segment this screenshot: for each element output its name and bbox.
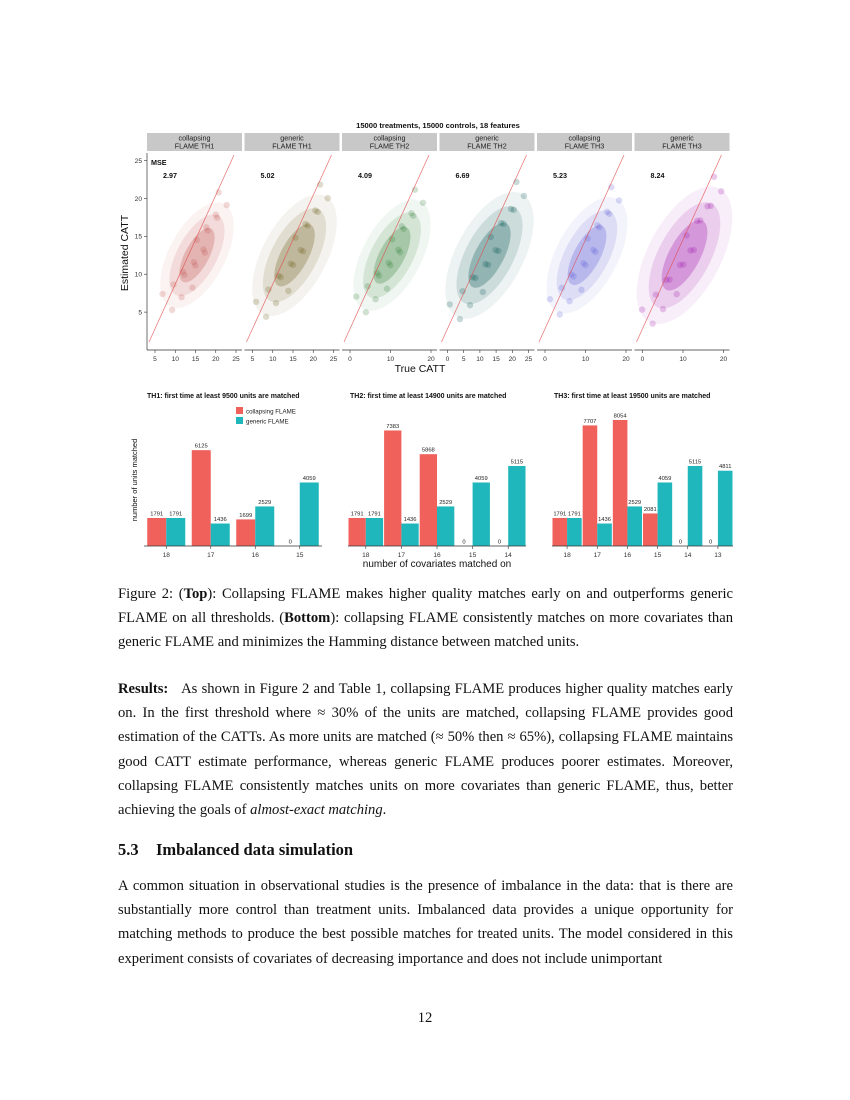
x-tick-label: 0 bbox=[640, 356, 645, 363]
x-tick-label: 25 bbox=[329, 356, 338, 363]
mse-value-3: 4.09 bbox=[358, 171, 372, 180]
bar-value-label: 1791 bbox=[553, 511, 567, 518]
y-tick-label: 15 bbox=[134, 233, 142, 241]
x-tick-label: 25 bbox=[524, 356, 533, 363]
scatter-point bbox=[400, 226, 406, 232]
x-tick-label: 10 bbox=[269, 356, 277, 363]
x-tick-label: 0 bbox=[348, 356, 352, 363]
bar-value-label: 0 bbox=[497, 539, 502, 546]
scatter-point bbox=[557, 311, 563, 317]
caption-bottom-text: ): collapsing FLAME consistently matches on more covariates than generic FLAME and minimizes the Hamming distance between matched units. bbox=[118, 610, 733, 650]
bar-generic bbox=[597, 524, 612, 546]
scatter-point bbox=[214, 215, 220, 221]
x-tick-label: 15 bbox=[191, 356, 200, 363]
scatter-point bbox=[315, 209, 321, 215]
legend-label-collapsing: collapsing FLAME bbox=[246, 408, 296, 416]
bar-y-label: number of units matched bbox=[130, 438, 139, 522]
scatter-point bbox=[683, 232, 689, 238]
scatter-point bbox=[666, 276, 672, 282]
x-tick-label: 20 bbox=[622, 356, 630, 363]
scatter-point bbox=[376, 273, 382, 279]
bar-generic bbox=[567, 518, 582, 546]
scatter-point bbox=[472, 275, 478, 281]
caption-prefix: Figure 2: ( bbox=[118, 586, 184, 602]
bar-generic bbox=[508, 466, 525, 546]
x-tick-label: 20 bbox=[427, 356, 435, 363]
x-tick-label: 0 bbox=[543, 356, 547, 363]
panel-header-line1: generic bbox=[670, 133, 694, 143]
section-number: 5.3 bbox=[118, 840, 139, 859]
scatter-title: 15000 treatments, 15000 controls, 18 features bbox=[356, 121, 520, 130]
section-heading bbox=[118, 840, 353, 860]
bar-value-label: 1436 bbox=[403, 517, 417, 524]
scatter-point bbox=[412, 187, 418, 193]
bar-value-label: 5115 bbox=[510, 459, 524, 466]
bar-value-label: 2081 bbox=[643, 506, 657, 513]
imbalanced-paragraph: A common situation in observational studies is the presence of imbalance in the data: that is there are substantially more control than treatment units. Imbalanced data provides a unique opportunity for matching methods to produce the best possible matches for treated units. The model considered in this experiment consists of covariates of decreasing importance and does not include unimportant bbox=[118, 878, 733, 967]
mse-value-5: 5.23 bbox=[553, 171, 567, 180]
scatter-point bbox=[387, 262, 393, 268]
caption-top-text: ): Collapsing FLAME makes higher quality matches early on and outperforms generic FLAME on all thresholds. ( bbox=[118, 586, 733, 626]
scatter-point bbox=[592, 249, 598, 255]
scatter-point bbox=[372, 296, 378, 302]
scatter-point bbox=[169, 307, 175, 313]
results-end: . bbox=[382, 802, 387, 819]
scatter-point bbox=[660, 306, 666, 312]
x-tick-label: 5 bbox=[250, 356, 255, 363]
bar-value-label: 2529 bbox=[439, 499, 453, 506]
bar-value-label: 6125 bbox=[194, 443, 208, 450]
scatter-point bbox=[708, 203, 714, 209]
bar-collapsing bbox=[147, 518, 166, 546]
scatter-point bbox=[570, 273, 576, 279]
scatter-point bbox=[467, 302, 473, 308]
figure-2-graphic bbox=[110, 115, 740, 585]
panel-header-line2: FLAME TH1 bbox=[174, 141, 215, 151]
bar-value-label: 7383 bbox=[386, 423, 400, 430]
scatter-point bbox=[447, 301, 453, 307]
scatter-point bbox=[639, 306, 645, 312]
bar-category-label: 13 bbox=[714, 552, 722, 559]
bar-value-label: 1791 bbox=[350, 511, 364, 518]
bar-generic bbox=[166, 518, 185, 546]
bar-generic bbox=[300, 482, 319, 546]
bar-chart-title-2: TH2: first time at least 14900 units are matched bbox=[350, 393, 507, 400]
x-tick-label: 20 bbox=[508, 356, 516, 363]
scatter-point bbox=[224, 202, 230, 208]
scatter-point bbox=[263, 314, 269, 320]
bar-x-label: number of covariates matched on bbox=[362, 559, 512, 570]
bar-value-label: 5115 bbox=[688, 459, 702, 466]
caption-top-bold: Top bbox=[183, 586, 208, 602]
mse-value-4: 6.69 bbox=[455, 171, 470, 180]
scatter-x-label: True CATT bbox=[394, 363, 446, 375]
scatter-point bbox=[691, 247, 697, 253]
x-tick-label: 10 bbox=[386, 356, 395, 363]
bar-value-label: 1436 bbox=[598, 517, 611, 524]
scatter-point bbox=[189, 284, 195, 290]
bar-generic bbox=[627, 506, 642, 546]
mse-label: MSE bbox=[151, 158, 167, 167]
scatter-point bbox=[606, 211, 612, 217]
mse-value-6: 8.24 bbox=[650, 171, 665, 180]
results-paragraph bbox=[118, 677, 733, 822]
scatter-point bbox=[649, 320, 655, 326]
mse-value-1: 2.97 bbox=[163, 171, 177, 180]
bar-generic bbox=[718, 471, 733, 546]
bar-category-label: 17 bbox=[397, 552, 406, 559]
bar-generic bbox=[437, 506, 454, 546]
scatter-point bbox=[457, 316, 463, 322]
bar-generic bbox=[473, 482, 490, 546]
scatter-point bbox=[680, 261, 686, 267]
scatter-point bbox=[697, 217, 703, 223]
bar-collapsing bbox=[420, 454, 437, 546]
y-tick-label: 20 bbox=[134, 195, 142, 203]
figure-2 bbox=[110, 115, 740, 585]
y-tick-label: 25 bbox=[134, 157, 142, 165]
x-tick-label: 20 bbox=[309, 356, 317, 363]
panel-header-line1: collapsing bbox=[373, 133, 406, 143]
scatter-point bbox=[718, 188, 724, 194]
panel-header-line2: FLAME TH2 bbox=[467, 141, 507, 151]
scatter-point bbox=[181, 272, 187, 278]
bar-value-label: 1699 bbox=[239, 512, 253, 519]
bar-value-label: 1791 bbox=[367, 511, 381, 518]
scatter-point bbox=[397, 249, 403, 255]
x-tick-label: 5 bbox=[153, 356, 157, 363]
scatter-point bbox=[305, 222, 311, 228]
scatter-point bbox=[500, 221, 506, 227]
bar-collapsing bbox=[236, 519, 255, 546]
bar-value-label: 4059 bbox=[474, 475, 488, 482]
bar-collapsing bbox=[643, 513, 658, 546]
results-text: As shown in Figure 2 and Table 1, collapsing FLAME produces higher quality matches early on. In the first threshold where ≈ 30% of the units are matched, collapsing FLAME provides good estimation of the CATTs. As more units are matched (≈ 50% then ≈ 65%), collapsing FLAME maintains good CATT estimate performance, whereas generic FLAME produces poorer estimates. Moreover, collapsing FLAME consistently matches units on more covariates than generic FLAME, thus, better achieving the goals of bbox=[118, 681, 733, 819]
panel-header-line1: generic bbox=[280, 133, 304, 143]
scatter-point bbox=[202, 250, 208, 256]
scatter-point bbox=[410, 213, 416, 219]
bar-category-label: 16 bbox=[251, 552, 259, 559]
panel-header-line2: FLAME TH3 bbox=[564, 141, 605, 151]
x-tick-label: 20 bbox=[719, 356, 728, 363]
panel-header-line2: FLAME TH3 bbox=[662, 141, 702, 151]
bar-value-label: 0 bbox=[709, 539, 713, 546]
scatter-y-label: Estimated CATT bbox=[119, 214, 131, 292]
scatter-point bbox=[480, 289, 486, 295]
scatter-point bbox=[178, 294, 184, 300]
scatter-point bbox=[420, 200, 426, 206]
page-number: 12 bbox=[417, 1010, 433, 1026]
results-label: Results: bbox=[118, 681, 169, 697]
bar-collapsing bbox=[192, 450, 211, 546]
scatter-point bbox=[495, 248, 501, 254]
scatter-point bbox=[578, 287, 584, 293]
bar-generic bbox=[658, 482, 673, 546]
scatter-point bbox=[364, 283, 370, 289]
scatter-point bbox=[159, 291, 165, 297]
scatter-point bbox=[273, 300, 279, 306]
scatter-point bbox=[521, 193, 527, 199]
bar-value-label: 2529 bbox=[628, 499, 642, 506]
bar-category-label: 14 bbox=[684, 552, 692, 559]
x-tick-label: 10 bbox=[476, 356, 484, 363]
scatter-point bbox=[325, 195, 331, 201]
bar-category-label: 15 bbox=[296, 552, 304, 559]
bar-value-label: 7707 bbox=[583, 418, 597, 425]
section-title: Imbalanced data simulation bbox=[156, 840, 354, 859]
scatter-point bbox=[616, 197, 622, 203]
x-tick-label: 10 bbox=[679, 356, 687, 363]
scatter-point bbox=[215, 189, 221, 195]
x-tick-label: 5 bbox=[461, 356, 466, 363]
bar-collapsing bbox=[553, 518, 568, 546]
scatter-point bbox=[300, 248, 306, 254]
bar-value-label: 5868 bbox=[421, 447, 435, 454]
bar-value-label: 1791 bbox=[169, 511, 183, 518]
legend-label-generic: generic FLAME bbox=[246, 418, 289, 426]
x-tick-label: 15 bbox=[492, 356, 500, 363]
scatter-point bbox=[170, 281, 176, 287]
scatter-point bbox=[582, 262, 588, 268]
bar-value-label: 0 bbox=[288, 539, 292, 546]
scatter-point bbox=[674, 291, 680, 297]
bar-chart-title-1: TH1: first time at least 9500 units are matched bbox=[147, 393, 300, 400]
bar-generic bbox=[211, 524, 230, 546]
bar-value-label: 0 bbox=[678, 539, 683, 546]
x-tick-label: 10 bbox=[581, 356, 590, 363]
scatter-point bbox=[485, 262, 491, 268]
bar-value-label: 0 bbox=[462, 539, 466, 546]
y-tick-label: 10 bbox=[134, 271, 142, 279]
scatter-point bbox=[285, 288, 291, 294]
scatter-point bbox=[547, 296, 553, 302]
bar-chart-title-3: TH3: first time at least 19500 units are matched bbox=[554, 393, 711, 400]
bar-collapsing bbox=[349, 518, 366, 546]
panel-header-line1: collapsing bbox=[178, 133, 211, 143]
figure-caption bbox=[118, 582, 733, 654]
x-tick-label: 25 bbox=[232, 356, 240, 363]
bar-value-label: 2529 bbox=[258, 499, 272, 506]
bar-collapsing bbox=[613, 420, 628, 546]
bar-category-label: 18 bbox=[563, 552, 571, 559]
scatter-point bbox=[363, 309, 369, 315]
panel-header-line2: FLAME TH2 bbox=[369, 141, 410, 151]
bar-generic bbox=[366, 518, 383, 546]
bar-category-label: 17 bbox=[207, 552, 215, 559]
scatter-point bbox=[511, 207, 517, 213]
x-tick-label: 10 bbox=[171, 356, 179, 363]
x-tick-label: 0 bbox=[445, 356, 450, 363]
panel-header-line2: FLAME TH1 bbox=[272, 141, 312, 151]
scatter-point bbox=[290, 262, 296, 268]
bar-value-label: 4059 bbox=[302, 475, 316, 482]
bar-value-label: 8054 bbox=[613, 413, 627, 420]
x-tick-label: 15 bbox=[289, 356, 297, 363]
caption-bottom-bold: Bottom bbox=[284, 610, 331, 626]
legend-swatch-generic bbox=[236, 417, 243, 424]
scatter-point bbox=[192, 262, 198, 268]
bar-category-label: 16 bbox=[623, 552, 632, 559]
bar-collapsing bbox=[384, 430, 401, 546]
bar-generic bbox=[401, 524, 418, 546]
panel-header-line1: generic bbox=[475, 133, 499, 143]
y-tick-label: 5 bbox=[138, 309, 142, 317]
bar-value-label: 1436 bbox=[213, 517, 227, 524]
scatter-point bbox=[596, 224, 602, 230]
scatter-point bbox=[566, 298, 572, 304]
bar-generic bbox=[688, 466, 703, 546]
scatter-point bbox=[253, 299, 259, 305]
bar-category-label: 16 bbox=[433, 552, 441, 559]
legend-swatch-collapsing bbox=[236, 407, 243, 414]
x-tick-label: 20 bbox=[212, 356, 220, 363]
scatter-point bbox=[278, 274, 284, 280]
bar-category-label: 15 bbox=[653, 552, 662, 559]
bar-value-label: 1791 bbox=[150, 511, 164, 518]
bar-value-label: 4059 bbox=[658, 475, 672, 482]
bar-value-label: 4811 bbox=[718, 464, 732, 471]
scatter-point bbox=[384, 286, 390, 292]
scatter-point bbox=[353, 293, 359, 299]
bar-category-label: 15 bbox=[468, 552, 477, 559]
results-emphasis: almost-exact matching bbox=[250, 802, 383, 819]
panel-header-line1: collapsing bbox=[568, 133, 601, 143]
bar-category-label: 18 bbox=[362, 552, 370, 559]
bar-value-label: 1791 bbox=[567, 511, 581, 518]
bar-generic bbox=[255, 506, 274, 546]
bar-category-label: 18 bbox=[162, 552, 170, 559]
scatter-point bbox=[205, 227, 211, 233]
bar-category-label: 14 bbox=[504, 552, 512, 559]
scatter-point bbox=[559, 285, 565, 291]
mse-value-2: 5.02 bbox=[260, 171, 275, 180]
bar-collapsing bbox=[583, 425, 598, 546]
bar-category-label: 17 bbox=[593, 552, 601, 559]
